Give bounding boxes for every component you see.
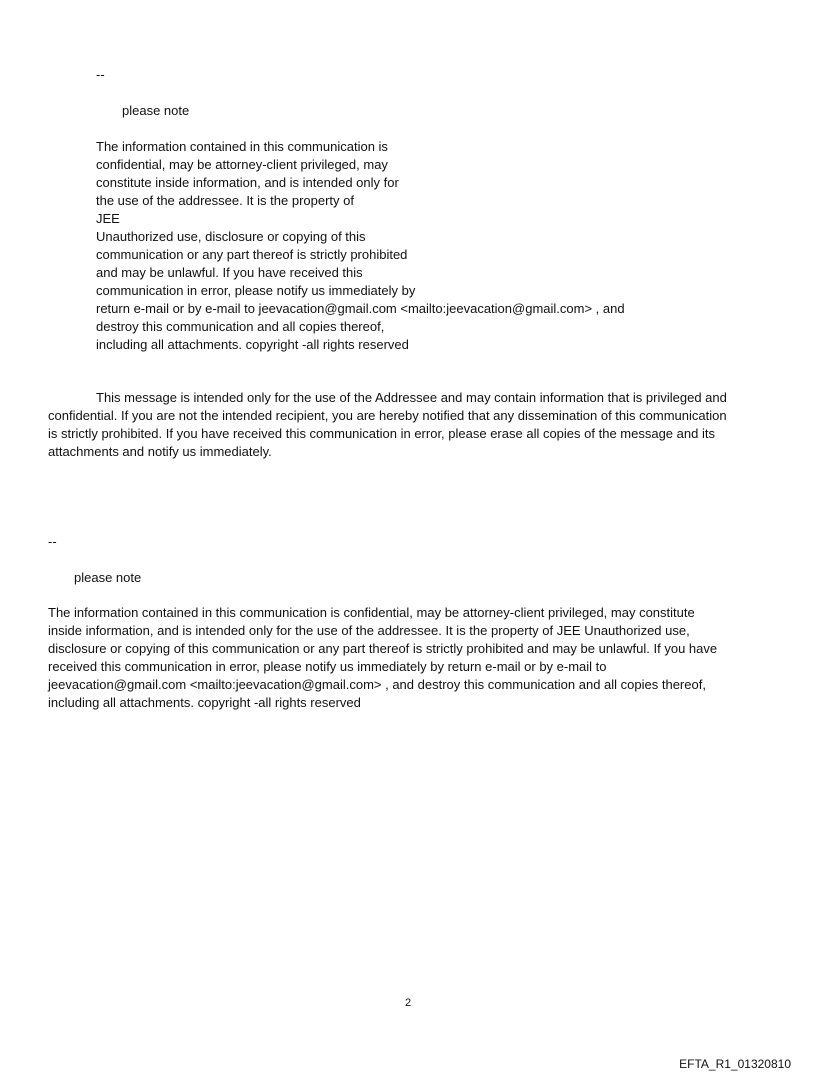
second-email-separator: -- (48, 534, 57, 549)
notice-line: is strictly prohibited. If you have received this communication in error, please erase all copies of the message and its (48, 426, 715, 441)
disclaimer-line: constitute inside information, and is intended only for (96, 175, 399, 190)
disclaimer-line: Unauthorized use, disclosure or copying of this (96, 229, 366, 244)
first-email-note-heading: please note (122, 103, 190, 118)
disclaimer-line: received this communication in error, please notify us immediately by return e-mail or by e-mail to (48, 659, 607, 674)
disclaimer-line: communication in error, please notify us immediately by (96, 283, 416, 298)
disclaimer-line: including all attachments. copyright -all rights reserved (48, 695, 361, 710)
notice-line: This message is intended only for the use of the Addressee and may contain information that is privileged and (96, 390, 727, 405)
disclaimer-line: disclosure or copying of this communication or any part thereof is strictly prohibited and may be unlawful. If you have (48, 641, 718, 656)
disclaimer-line: return e-mail or by e-mail to jeevacation@gmail.com <mailto:jeevacation@gmail.com> , and (96, 301, 625, 316)
disclaimer-line: the use of the addressee. It is the property of (96, 193, 354, 208)
document-id: EFTA_R1_01320810 (679, 1057, 791, 1071)
notice-line: confidential. If you are not the intended recipient, you are hereby notified that any dissemination of this communication (48, 408, 727, 423)
first-email-disclaimer (96, 138, 625, 354)
disclaimer-line: The information contained in this communication is confidential, may be attorney-client privileged, may constitute (48, 605, 695, 620)
second-email-disclaimer (48, 604, 717, 712)
page-number: 2 (404, 997, 412, 1009)
disclaimer-line: and may be unlawful. If you have received this (96, 265, 363, 280)
second-email-note-heading: please note (74, 570, 142, 585)
disclaimer-line: jeevacation@gmail.com <mailto:jeevacation@gmail.com> , and destroy this communication and all copies thereof, (48, 677, 706, 692)
disclaimer-line: including all attachments. copyright -all rights reserved (96, 337, 409, 352)
addressee-notice (48, 389, 727, 461)
disclaimer-line: confidential, may be attorney-client privileged, may (96, 157, 388, 172)
disclaimer-line: communication or any part thereof is strictly prohibited (96, 247, 408, 262)
disclaimer-line: JEE (96, 211, 120, 226)
disclaimer-line: inside information, and is intended only for the use of the addressee. It is the property of JEE Unauthorized use, (48, 623, 690, 638)
disclaimer-line: The information contained in this communication is (96, 139, 388, 154)
disclaimer-line: destroy this communication and all copies thereof, (96, 319, 385, 334)
notice-line: attachments and notify us immediately. (48, 444, 272, 459)
first-email-separator: -- (96, 67, 105, 82)
